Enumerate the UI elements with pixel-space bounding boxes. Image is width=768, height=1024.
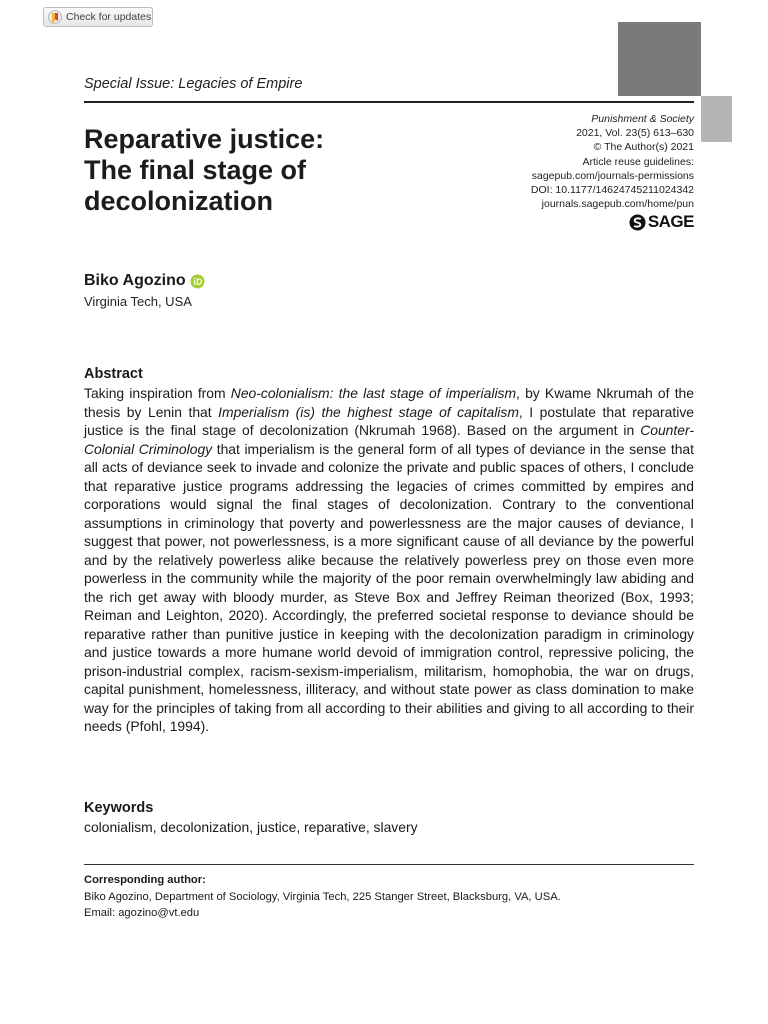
orcid-icon[interactable] <box>190 274 205 289</box>
footer-divider <box>84 864 694 865</box>
abstract-text <box>84 384 694 736</box>
article-title: Reparative justice: The final stage of decolonization <box>84 124 325 216</box>
keywords-heading: Keywords <box>84 800 154 816</box>
check-for-updates-button[interactable] <box>43 7 153 27</box>
sage-logo-icon <box>629 214 646 231</box>
sage-logo <box>629 212 694 232</box>
abstract-part: Taking inspiration from <box>84 385 231 401</box>
journal-volume: 2021, Vol. 23(5) 613–630 <box>576 127 694 140</box>
author-name[interactable]: Biko Agozino <box>84 272 186 289</box>
abstract-book-title: Imperialism (is) the highest stage of capitalism <box>218 403 519 420</box>
corresponding-author-heading: Corresponding author: <box>84 874 206 886</box>
author <box>84 272 205 290</box>
corresponding-author-address: Biko Agozino, Department of Sociology, Virginia Tech, 225 Stanger Street, Blacksburg, VA, USA. <box>84 891 561 903</box>
abstract-book-title: Neo-colonialism: the last stage of imperialism <box>230 385 517 401</box>
journal-name: Punishment & Society <box>591 113 694 125</box>
decorative-gray-tab <box>701 96 732 142</box>
keywords-list: colonialism, decolonization, justice, reparative, slavery <box>84 819 418 835</box>
decorative-gray-block <box>618 22 701 96</box>
crossmark-icon <box>48 10 62 24</box>
copyright: © The Author(s) 2021 <box>593 141 694 154</box>
doi-link[interactable]: DOI: 10.1177/14624745211024342 <box>530 184 694 197</box>
abstract-part: , I postulate that reparative justice is the final stage of decolonization (Nkrumah 1968). Based on the argument in <box>84 403 694 438</box>
corresponding-author-details <box>84 890 561 921</box>
journal-info <box>531 112 694 211</box>
publisher-name: SAGE <box>647 212 694 231</box>
permissions-link[interactable]: sagepub.com/journals-permissions <box>531 169 694 182</box>
abstract-heading: Abstract <box>84 366 143 382</box>
check-for-updates-label: Check for updates <box>66 11 152 23</box>
header-divider <box>84 101 694 103</box>
corresponding-author-email[interactable]: Email: agozino@vt.edu <box>84 906 200 919</box>
special-issue-label: Special Issue: Legacies of Empire <box>84 76 303 92</box>
abstract-part: , by Kwame Nkrumah of the thesis by Lenin that <box>84 385 695 420</box>
abstract-part: that imperialism is the general form of all types of deviance in the sense that all acts of deviance seek to invade and colonize the private and public spaces of others, I conclude that reparative justice programs addressing the legacies of crimes committed by empires and corporations would signal the final stages of decolonization. Contrary to the conventional assumptions in criminology that poverty and powerlessness are the major causes of deviance, I suggest that power, not powerlessness, is a more significant cause of all deviance by the powerful and by the relatively powerless alike because the relatively powerless prey on those even more powerless in the community while the majority of the poor remain overwhelmingly law abiding and the rich get away with bloody murder, as Steve Box and Jeffrey Reiman theorized (Box, 1993; Reiman and Leighton, 2020). Accordingly, the preferred societal response to deviance should be reparative rather than punitive justice in keeping with the decolonization paradigm in criminology and justice towards a more humane world devoid of immigration control, repressive policing, the prison-industrial complex, racism-sexism-imperialism, militarism, homophobia, the war on drugs, capital punishment, homelessness, illiteracy, and without state power as class domination to make way for the principles of taking from all according to their abilities and giving to all according to their needs (Pfohl, 1994). <box>84 440 695 734</box>
abstract-book-title: Counter-Colonial Criminology <box>84 422 694 457</box>
journal-homepage-link[interactable]: journals.sagepub.com/home/pun <box>541 198 694 211</box>
author-affiliation: Virginia Tech, USA <box>84 294 192 309</box>
reuse-guidelines: Article reuse guidelines: <box>582 155 694 168</box>
